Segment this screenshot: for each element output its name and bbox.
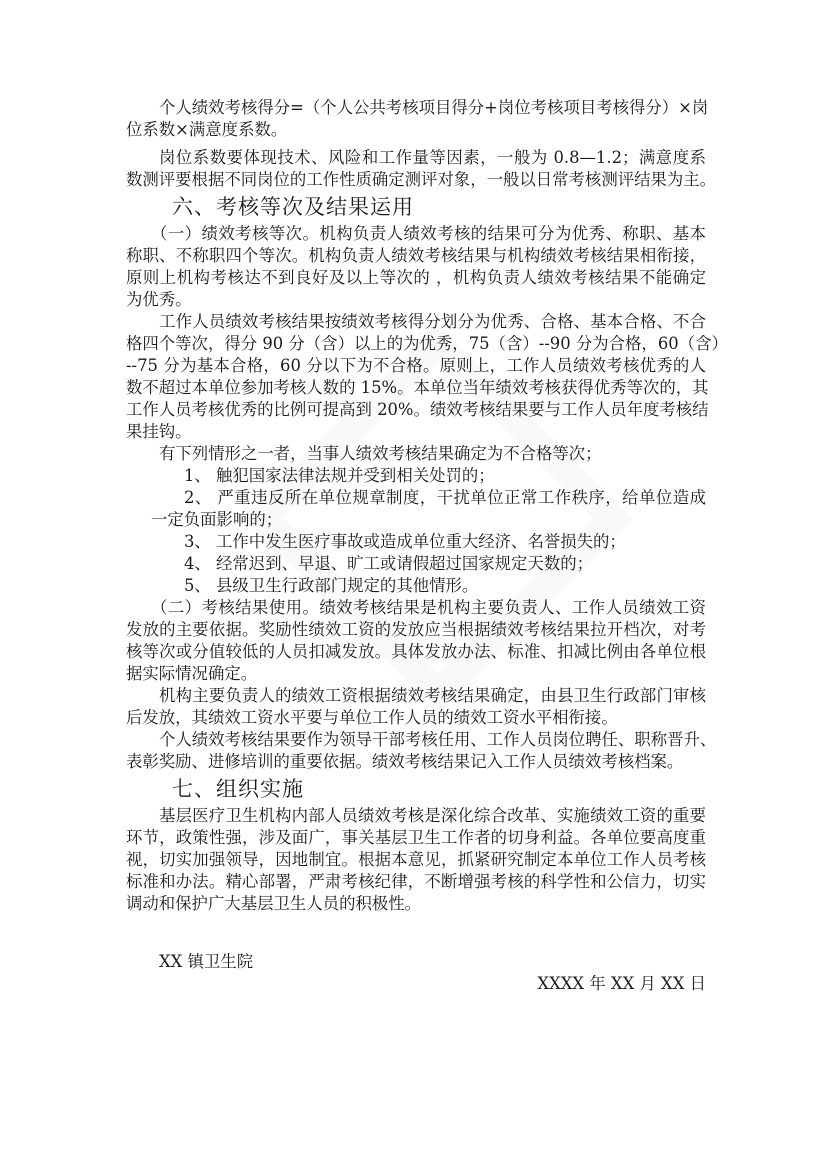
text-line: 机构主要负责人的绩效工资根据绩效考核结果确定，由县卫生行政部门审核 [159,686,706,705]
text-line: 位系数×满意度系数。 [126,120,288,139]
text-line: 数测评要根据不同岗位的工作性质确定测评对象，一般以日常考核测评结果为主。 [126,170,717,189]
paragraph [126,147,717,191]
section-heading: 七、组织实施 [172,777,304,801]
text-line: 岗位系数要体现技术、风险和工作量等因素，一般为 0.8—1.2；满意度系 [159,148,706,167]
text-line: --75 分为基本合格，60 分以下为不合格。原则上，工作人员绩效考核优秀的人 [126,356,706,375]
text-line: 5、 县级卫生行政部门规定的其他情形。 [184,576,479,595]
text-line: 视，切实加强领导，因地制宜。根据本意见，抓紧研究制定本单位工作人员考核 [126,850,706,869]
text-line: 表彰奖励、进修培训的重要依据。绩效考核结果记入工作人员绩效考核档案。 [126,752,684,771]
document-body [126,97,728,995]
paragraph [126,443,706,465]
text-line: 称职、不称职四个等次。机构负责人绩效考核结果与机构绩效考核结果相衔接， [126,246,706,265]
text-line: 原则上机构考核达不到良好及以上等次的 ，机构负责人绩效考核结果不能确定 [126,268,706,287]
list-item [126,553,706,575]
paragraph [126,311,728,443]
text-line: 基层医疗卫生机构内部人员绩效考核是深化综合改革、实施绩效工资的重要 [159,806,706,825]
paragraph [126,685,706,729]
text-line: （二）考核结果使用。绩效考核结果是机构主要负责人、工作人员绩效工资 [151,598,706,617]
paragraph [126,805,706,915]
text-line: 果挂钩。 [126,422,192,441]
paragraph [126,223,706,311]
list-item [126,465,706,487]
list-item [126,531,706,553]
text-line: 格四个等次，得分 90 分（含）以上的为优秀，75（含）--90 分为合格，60（含） [126,334,728,353]
text-line: 一定负面影响的； [151,510,283,529]
paragraph [126,97,709,141]
text-line: 调动和保护广大基层卫生人员的积极性。 [126,894,422,913]
text-line: 有下列情形之一者，当事人绩效考核结果确定为不合格等次； [159,444,602,463]
text-line: 4、 经常迟到、早退、旷工或请假超过国家规定天数的； [184,554,594,573]
text-line: 3、 工作中发生医疗事故或造成单位重大经济、名誉损失的； [184,532,626,551]
paragraph [126,729,717,773]
text-line: 数不超过本单位参加考核人数的 15%。本单位当年绩效考核获得优秀等次的，其 [126,378,709,397]
text-line: 后发放，其绩效工资水平要与单位工作人员的绩效工资水平相衔接。 [126,708,618,727]
list-item [126,575,706,597]
text-line: 个人绩效考核得分=（个人公共考核项目得分+岗位考核项目考核得分）×岗 [159,98,709,117]
text-line: 个人绩效考核结果要作为领导干部考核任用、工作人员岗位聘任、职称晋升、 [159,730,717,749]
text-line: 1、 触犯国家法律法规并受到相关处罚的； [184,466,495,485]
signature-organization: XX 镇卫生院 [159,952,254,971]
paragraph [126,597,706,685]
signature-date: XXXX 年 XX 月 XX 日 [537,974,706,993]
text-line: 2、 严重违反所在单位规章制度，干扰单位正常工作秩序，给单位造成 [184,488,706,507]
text-line: 核等次或分值较低的人员扣减发放。具体发放办法、标准、扣减比例由各单位根 [126,642,706,661]
list-item [126,487,706,531]
section-heading: 六、考核等次及结果运用 [172,195,414,219]
text-line: 工作人员绩效考核结果按绩效考核得分划分为优秀、合格、基本合格、不合 [159,312,706,331]
text-line: 标准和办法。精心部署，严肃考核纪律，不断增强考核的科学性和公信力，切实 [126,872,706,891]
text-line: 发放的主要依据。奖励性绩效工资的发放应当根据绩效考核结果拉开档次，对考 [126,620,706,639]
text-line: 据实际情况确定。 [126,664,258,683]
text-line: 环节，政策性强，涉及面广，事关基层卫生工作者的切身利益。各单位要高度重 [126,828,706,847]
text-line: （一）绩效考核等次。机构负责人绩效考核的结果可分为优秀、称职、基本 [151,224,706,243]
text-line: 工作人员考核优秀的比例可提高到 20%。绩效考核结果要与工作人员年度考核结 [126,400,709,419]
text-line: 为优秀。 [126,290,192,309]
